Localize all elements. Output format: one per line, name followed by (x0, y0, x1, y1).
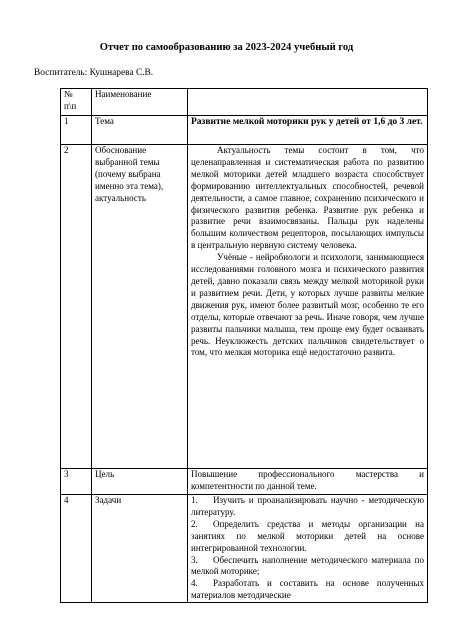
row-label: Тема (92, 116, 188, 145)
task-text: Обеспечить наполнение методического материала по мелкой моторике; (191, 554, 424, 577)
report-table (60, 88, 428, 603)
task-item (191, 519, 424, 555)
table-row-goal (61, 469, 428, 495)
task-number: 3. (191, 554, 198, 565)
author-line: Воспитатель: Кушнарева С.В. (34, 68, 154, 78)
rationale-paragraph: Актуальность темы состоит в том, что целенаправленная и систематическая работа по развитию мелкой моторики детей младшего возраста способствует формированию интеллектуальных способностей, речевой деятельности, а самое главное, сохранению психического и физического развития ребенка. Развитие рук ребенка и развитие речи взаимосвязаны. Пальцы рук наделены большим количеством рецепторов, посылающих импульсы в центральную нервную систему человека. (191, 145, 424, 251)
row-number: 2 (61, 145, 92, 469)
row-number: 3 (61, 469, 92, 495)
task-number: 1. (191, 495, 198, 505)
rationale-value (188, 145, 428, 469)
task-item (191, 578, 424, 602)
task-text: Разработать и составить на основе полученных материалов методические (191, 578, 424, 601)
rationale-paragraph: Учёные - нейробиологи и психологи, занимающиеся исследованиями головного мозга и психического развития детей, давно показали связь между мелкой моторикой руки и развитием речи. Дети, у которых лучше развиты мелкие движения рук, имеют более развитый мозг, особенно те его отделы, которые отвечают за речь. Иначе говоря, чем лучше развиты пальчики малыша, тем проще ему будет осваивать речь. Неуклюжесть детских пальчиков свидетельствует о том, что мелкая моторика ещё недостаточно развита. (191, 252, 424, 358)
header-number-abbrev: п\п (64, 100, 77, 111)
header-name-cell: Наименование (92, 89, 188, 116)
row-number: 1 (61, 116, 92, 145)
row-number: 4 (61, 495, 92, 603)
task-item (191, 555, 424, 579)
table-row-rationale (61, 145, 428, 469)
tasks-value (188, 495, 428, 603)
theme-value: Развитие мелкой моторики рук у детей от 1,6 до 3 лет. (188, 116, 428, 145)
goal-value: Повышение профессионального мастерства и компетентности по данной теме. (188, 469, 428, 495)
document-title: Отчет по самообразованию за 2023-2024 учебный год (99, 42, 354, 53)
task-text: Определить средства и методы организации на занятиях по мелкой моторики детей на основе интегрированной технологии. (191, 518, 424, 553)
row-label: Обоснование выбранной темы (почему выбрана именно эта тема), актуальность (92, 145, 188, 469)
task-number: 2. (191, 518, 198, 529)
table-header-row (61, 89, 428, 116)
task-text: Изучить и проанализировать научно - методическую литературу. (191, 495, 424, 517)
task-item (191, 495, 424, 519)
header-value-cell (188, 89, 428, 116)
table-row-tasks (61, 495, 428, 603)
header-number-symbol: № (64, 89, 73, 99)
row-label: Задачи (92, 495, 188, 603)
table-row-theme (61, 116, 428, 145)
header-number-cell (61, 89, 92, 116)
row-label: Цель (92, 469, 188, 495)
task-number: 4. (191, 578, 198, 589)
